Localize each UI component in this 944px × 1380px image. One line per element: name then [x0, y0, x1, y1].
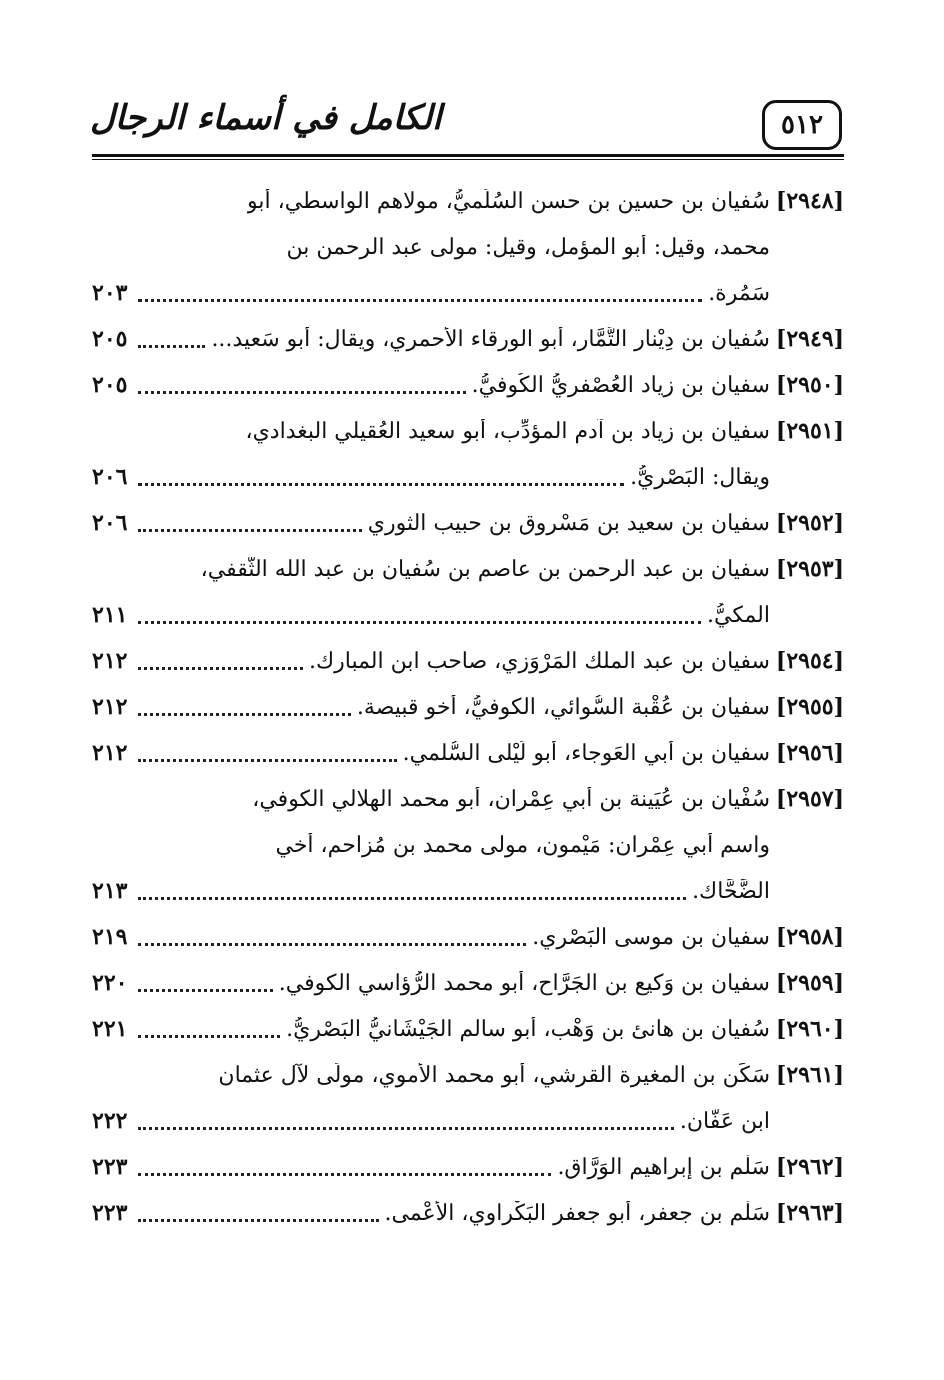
- dot-leader: [138, 1127, 674, 1130]
- entry-text: سفيان بن عبد الرحمن بن عاصم بن سُفيان بن عبد الله الثَّقفي،: [200, 556, 770, 582]
- entry-line: [92, 684, 844, 730]
- entry-number: [٢٩٦٣]: [775, 1200, 844, 1226]
- entry-text: سُفْيان بن عُيَينة بن أبي عِمْران، أبو محمد الهلالي الكوفي،: [252, 786, 770, 812]
- dot-leader: [138, 1219, 379, 1222]
- entry-page: ٢١٢: [92, 648, 128, 674]
- dot-leader: [138, 943, 526, 946]
- entry-text: سُفيان بن حسين بن حسن السُلَميُّ، مولاهم الواسطي، أبو: [247, 188, 770, 214]
- dot-leader: [138, 1173, 551, 1176]
- entry-line: [92, 178, 844, 224]
- entry-number: [٢٩٥٢]: [775, 510, 844, 536]
- entry-text: محمد، وقيل: أبو المؤمل، وقيل: مولى عبد الرحمن بن: [286, 234, 770, 260]
- entry-line: [92, 1144, 844, 1190]
- entry-text: ابن عَفَّان.: [679, 1108, 770, 1134]
- entry-line: [92, 868, 844, 914]
- dot-leader: [138, 299, 702, 302]
- dot-leader: [138, 529, 362, 532]
- entry-text: سفيان بن وَكيع بن الجَرَّاح، أبو محمد الرُّؤاسي الكوفي.: [278, 970, 770, 996]
- entry-text: سَلْم بن جعفر، أبو جعفر البَكْراوي، الأَعْمى.: [384, 1200, 770, 1226]
- page-number: ٥١٢: [762, 100, 842, 150]
- entry-number: [٢٩٤٩]: [775, 326, 844, 352]
- entry-number: [٢٩٥٥]: [775, 694, 844, 720]
- entry-text: سفيان بن موسى البَصْري.: [532, 924, 770, 950]
- entry-text: سَمُرة.: [708, 280, 770, 306]
- entry-number: [٢٩٥٦]: [775, 740, 844, 766]
- entry-text: سُفيان بن دِيْنار التَّمَّار، أبو الورقاء الأحمري، ويقال: أبو سَعيد...: [211, 326, 770, 352]
- entry-text: سَلْم بن إبراهيم الوَرَّاق.: [557, 1154, 770, 1180]
- entry-page: ٢٠٣: [92, 280, 128, 306]
- entry-page: ٢٢٢: [92, 1108, 128, 1134]
- header-rule-thin: [92, 159, 844, 160]
- entry-page: ٢٠٥: [92, 372, 128, 398]
- entry-text: الضَّحَّاك.: [692, 878, 770, 904]
- entry-text: ويقال: البَصْريُّ.: [630, 464, 770, 490]
- entry-number: [٢٩٦٠]: [775, 1016, 844, 1042]
- entry-page: ٢٠٥: [92, 326, 128, 352]
- entry-line: [92, 592, 844, 638]
- entry-number: [٢٩٦٢]: [775, 1154, 844, 1180]
- entry-page: ٢٢١: [92, 1016, 128, 1042]
- entry-line: [92, 914, 844, 960]
- dot-leader: [138, 667, 303, 670]
- header-rule: [92, 154, 844, 157]
- entry-page: ٢٢٣: [92, 1154, 128, 1180]
- entry-page: ٢١٢: [92, 740, 128, 766]
- entry-line: [92, 1006, 844, 1052]
- entry-line: [92, 270, 844, 316]
- entry-page: ٢٠٦: [92, 510, 128, 536]
- entry-line: [92, 822, 844, 868]
- entry-number: [٢٩٥٤]: [775, 648, 844, 674]
- entry-line: [92, 1052, 844, 1098]
- entry-number: [٢٩٥٠]: [775, 372, 844, 398]
- entry-number: [٢٩٥٧]: [775, 786, 844, 812]
- page-header: [90, 94, 842, 158]
- entry-number: [٢٩٥٩]: [775, 970, 844, 996]
- dot-leader: [138, 713, 351, 716]
- entry-page: ٢٢٣: [92, 1200, 128, 1226]
- entry-text: سُفيان بن هانئ بن وَهْب، أبو سالم الجَيْشَانيُّ البَصْريُّ.: [286, 1016, 770, 1042]
- entry-page: ٢٠٦: [92, 464, 128, 490]
- dot-leader: [138, 989, 273, 992]
- dot-leader: [138, 897, 686, 900]
- dot-leader: [138, 483, 624, 486]
- entry-line: [92, 1190, 844, 1236]
- dot-leader: [138, 345, 205, 348]
- entry-page: ٢١٩: [92, 924, 128, 950]
- entry-text: سفيان بن عبد الملك المَرْوَزي، صاحب ابن المبارك.: [309, 648, 770, 674]
- entry-line: [92, 546, 844, 592]
- entry-number: [٢٩٥٨]: [775, 924, 844, 950]
- entry-text: سفيان بن أبي العَوجاء، أبو لَيْلى السُّلمي.: [402, 740, 770, 766]
- entry-line: [92, 638, 844, 684]
- entry-number: [٢٩٤٨]: [775, 188, 844, 214]
- entry-line: [92, 316, 844, 362]
- dot-leader: [138, 759, 397, 762]
- entry-line: [92, 362, 844, 408]
- entry-page: ٢١٢: [92, 694, 128, 720]
- entry-page: ٢١٣: [92, 878, 128, 904]
- entry-line: [92, 730, 844, 776]
- entry-number: [٢٩٥١]: [775, 418, 844, 444]
- entry-text: واسم أبي عِمْران: مَيْمون، مولى محمد بن مُزاحم، أخي: [275, 832, 770, 858]
- dot-leader: [138, 391, 466, 394]
- entry-text: سفيان بن سعيد بن مَسْروق بن حبيب الثوري: [367, 510, 770, 536]
- entry-number: [٢٩٦١]: [775, 1062, 844, 1088]
- entry-line: [92, 224, 844, 270]
- entry-page: ٢٢٠: [92, 970, 128, 996]
- entry-number: [٢٩٥٣]: [775, 556, 844, 582]
- dot-leader: [138, 1035, 280, 1038]
- entry-text: سفيان بن عُقْبة السُّوائي، الكوفيُّ، أخو قبيصة.: [356, 694, 770, 720]
- entry-line: [92, 776, 844, 822]
- entry-page: ٢١١: [92, 602, 128, 628]
- entry-line: [92, 1098, 844, 1144]
- entry-text: سفيان بن زياد العُصْفريُّ الكُوفيُّ.: [471, 372, 770, 398]
- entry-line: [92, 408, 844, 454]
- dot-leader: [138, 621, 701, 624]
- entry-line: [92, 500, 844, 546]
- book-title: الكامل في أسماء الرجال: [90, 98, 442, 138]
- entry-line: [92, 454, 844, 500]
- index-entries: [92, 178, 844, 1236]
- entry-line: [92, 960, 844, 1006]
- entry-text: سفيان بن زياد بن آدم المؤدِّب، أبو سعيد العُقيلي البغدادي،: [245, 418, 770, 444]
- entry-text: سَكَن بن المغيرة القرشي، أبو محمد الأُموي، مولًى لآل عثمان: [218, 1062, 770, 1088]
- entry-text: المكيُّ.: [706, 602, 770, 628]
